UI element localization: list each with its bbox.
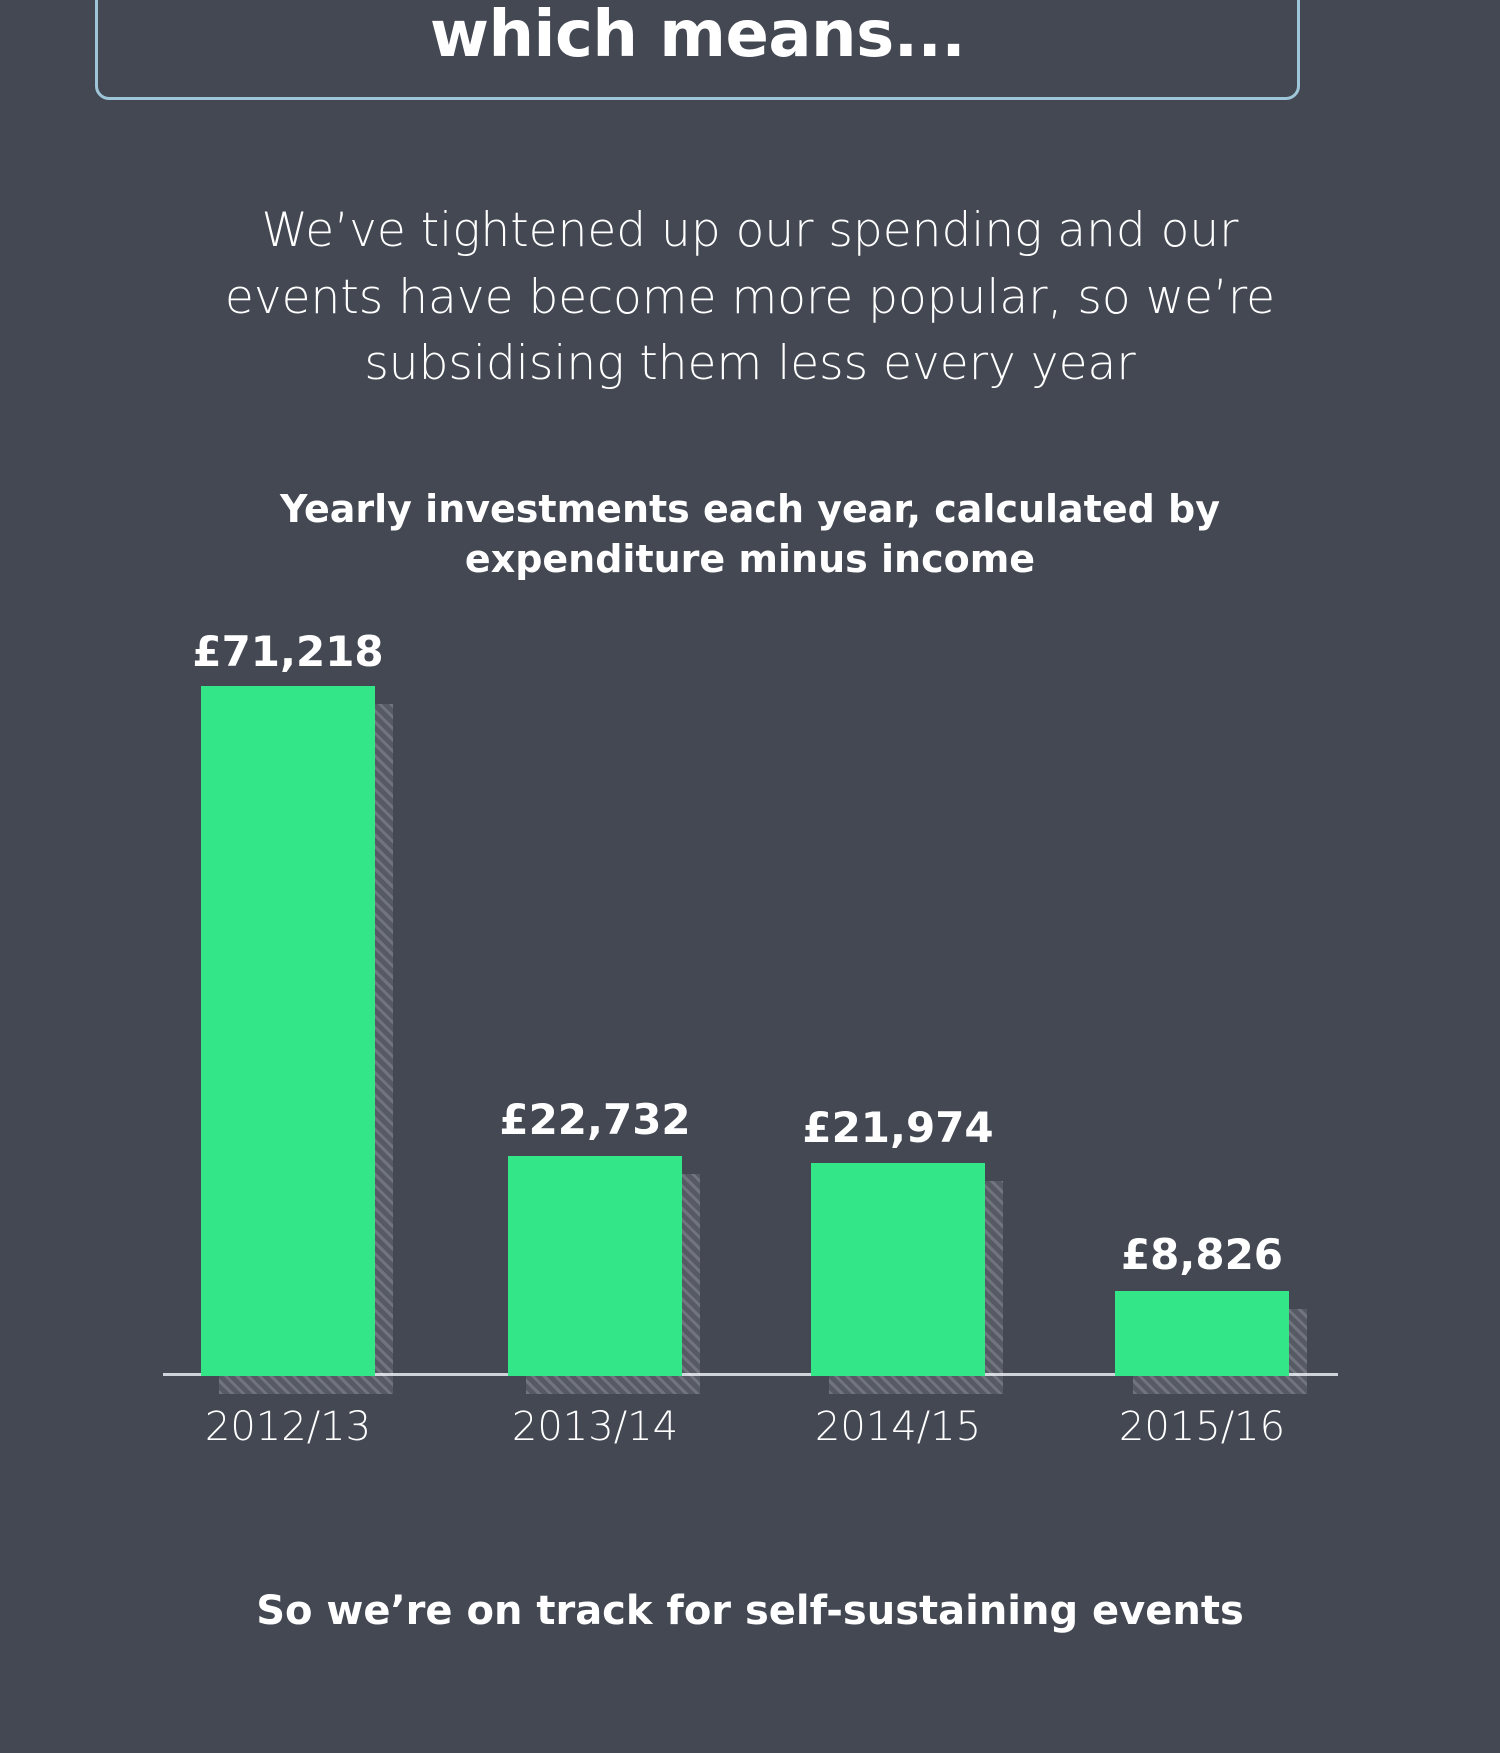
bar-value-label: £71,218 bbox=[192, 627, 384, 676]
x-tick-label: 2012/13 bbox=[204, 1404, 372, 1450]
bar-value-label: £21,974 bbox=[802, 1103, 994, 1152]
x-tick bbox=[1115, 1390, 1289, 1450]
bar-value-label: £22,732 bbox=[499, 1095, 691, 1144]
bar-2015-16[interactable] bbox=[1115, 1291, 1289, 1376]
x-tick bbox=[811, 1390, 985, 1450]
page-title: which means... bbox=[396, 2, 999, 69]
bar-value-label: £8,826 bbox=[1120, 1230, 1284, 1279]
x-tick-label: 2013/14 bbox=[511, 1404, 679, 1450]
bar-chart bbox=[163, 620, 1338, 1460]
x-tick bbox=[508, 1390, 682, 1450]
x-tick-label: 2015/16 bbox=[1118, 1404, 1286, 1450]
x-tick-label: 2014/15 bbox=[814, 1404, 982, 1450]
footer-statement: So we’re on track for self-sustaining events bbox=[256, 1588, 1244, 1634]
chart-plot-area bbox=[163, 620, 1338, 1460]
bar-2014-15[interactable] bbox=[811, 1163, 985, 1376]
chart-title: Yearly investments each year, calculated by expenditure minus income bbox=[279, 487, 1221, 582]
bar-2012-13[interactable] bbox=[201, 686, 375, 1376]
intro-paragraph: We’ve tightened up our spending and our events have become more popular, so we’re subsidising them less every year bbox=[224, 203, 1276, 392]
x-tick bbox=[201, 1390, 375, 1450]
bar-2013-14[interactable] bbox=[508, 1156, 682, 1376]
heading-frame bbox=[95, 0, 1300, 100]
